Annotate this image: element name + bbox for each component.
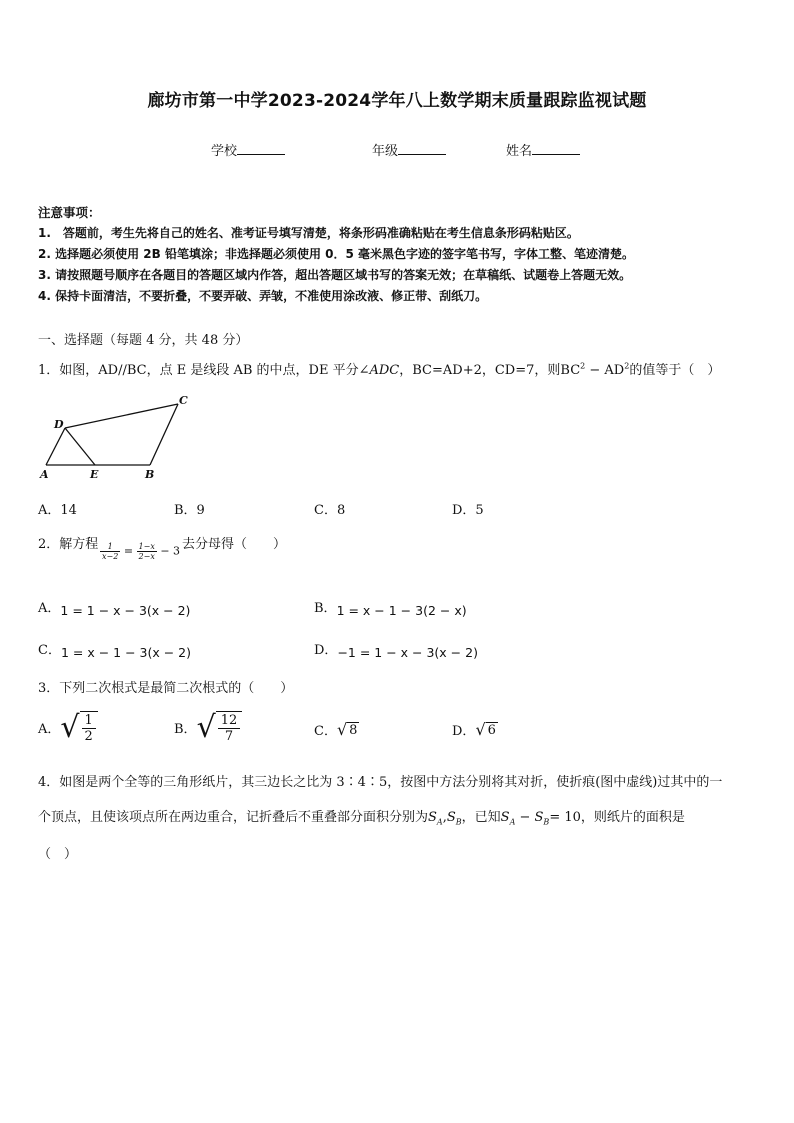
q3-option-b[interactable] <box>174 710 242 745</box>
question-3: 3．下列二次根式是最简二次根式的（ ） <box>38 681 294 696</box>
q1-option-b[interactable]: B．9 <box>174 503 205 518</box>
q2-frac1-num: 1 <box>100 542 120 552</box>
q4-sb-sub: B <box>455 817 462 827</box>
sqrt-icon: √ $\frac{1}{2}$ <box>60 710 97 745</box>
grade-field <box>372 140 446 159</box>
q2-option-c[interactable] <box>38 639 191 658</box>
segment-de <box>65 428 95 465</box>
segment-dc <box>65 404 178 428</box>
q3-option-b-label: B． <box>174 722 197 737</box>
q2-equation <box>100 542 180 561</box>
q2-option-d-expr: −1 = 1 − x − 3(x − 2) <box>337 645 478 660</box>
q2-frac1-den: x−2 <box>102 552 119 561</box>
question-4-line-3: （ ） <box>38 847 78 862</box>
label-b: B <box>145 468 155 481</box>
q2-option-b-expr: 1 = x − 1 − 3(2 − x) <box>336 603 467 618</box>
name-field <box>506 140 580 159</box>
q4-cond-sb-sub: B <box>543 817 550 827</box>
name-label: 姓名 <box>506 144 533 159</box>
sqrt-icon: √ 6 <box>475 720 496 739</box>
q4-line2-b: ，已知 <box>461 810 501 825</box>
q3-d-radicand: 6 <box>487 722 496 738</box>
school-label: 学校 <box>211 144 238 159</box>
q3-option-a[interactable] <box>38 710 98 745</box>
q1-option-d[interactable]: D．5 <box>452 503 484 518</box>
q4-cond-minus: − <box>515 810 535 825</box>
q3-option-a-label: A． <box>38 722 61 737</box>
question-4-line-2 <box>38 806 685 827</box>
q2-option-b[interactable] <box>314 597 467 616</box>
q1-option-c[interactable]: C．8 <box>314 503 346 518</box>
q1-bc: BC <box>560 363 581 378</box>
q2-option-d[interactable] <box>314 639 478 658</box>
sqrt-icon: √ 8 <box>336 720 358 739</box>
note-item-3: 3. 请按照题号顺序在各题目的答题区域内作答，超出答题区域书写的答案无效；在草稿纸、试题卷上答题无效。 <box>38 268 632 282</box>
q2-frac-2 <box>137 542 157 561</box>
question-1 <box>38 359 720 378</box>
label-c: C <box>179 394 188 407</box>
q4-line2-c: ，则纸片的面积是 <box>580 810 685 825</box>
q2-option-c-expr: 1 = x − 1 − 3(x − 2) <box>60 645 191 660</box>
q4-line2-a: 个顶点，且使该项点所在两边重合，记折叠后不重叠部分面积分别为 <box>38 810 429 825</box>
q4-comma: , <box>442 810 447 825</box>
q3-option-c[interactable] <box>314 720 359 739</box>
q2-frac2-den: 2−x <box>138 552 155 561</box>
grade-blank <box>398 142 446 155</box>
q3-a-num: 1 <box>82 713 96 729</box>
q2-option-c-label: C． <box>38 643 61 658</box>
q2-option-d-label: D． <box>314 643 338 658</box>
q4-cond-sa-sub: A <box>509 817 516 827</box>
q2-eq: = <box>123 544 134 558</box>
q3-b-den: 7 <box>224 729 234 744</box>
question-2 <box>38 533 98 552</box>
q2-option-a-expr: 1 = 1 − x − 3(x − 2) <box>60 603 191 618</box>
q1-text-c: 的值等于（ ） <box>629 363 721 378</box>
q4-cond-sa: S <box>500 810 510 825</box>
segment-ad <box>46 428 65 465</box>
note-item-4: 4. 保持卡面清洁，不要折叠，不要弄破、弄皱，不准使用涂改液、修正带、刮纸刀。 <box>38 289 488 303</box>
q2-option-a-label: A． <box>38 601 61 616</box>
q2-text-a: 2．解方程 <box>38 537 99 552</box>
q4-cond-value: = 10 <box>549 810 581 825</box>
q1-text-a: 1．如图，AD//BC，点 E 是线段 AB 的中点，DE 平分 <box>38 363 359 378</box>
segment-cb <box>150 404 178 465</box>
q2-option-b-label: B． <box>314 601 337 616</box>
q3-b-num: 12 <box>218 713 241 729</box>
notes-heading: 注意事项： <box>38 205 101 220</box>
note-item-2: 2. 选择题必须使用 2B 铅笔填涂；非选择题必须使用 0．5 毫米黑色字迹的签字笔书写，字体工整、笔迹清楚。 <box>38 247 634 261</box>
sqrt-icon: √ $\frac{12}{7}$ <box>197 710 243 745</box>
page-title: 廊坊市第一中学2023-2024学年八上数学期末质量跟踪监视试题 <box>147 91 647 111</box>
q1-ad: − AD <box>585 363 625 378</box>
q3-option-d-label: D． <box>452 724 476 739</box>
q3-option-d[interactable] <box>452 720 498 739</box>
q1-angle: ∠ADC <box>358 363 400 378</box>
label-e: E <box>90 468 99 481</box>
question-4-line-1: 4．如图是两个全等的三角形纸片，其三边长之比为 3∶4∶5，按图中方法分别将其对折，使折痕(图中虚线)过其中的一 <box>38 775 723 790</box>
label-d: D <box>54 418 64 431</box>
q1-figure <box>36 392 196 482</box>
section-heading: 一、选择题（每题 4 分，共 48 分） <box>38 333 249 348</box>
q4-sa: S <box>428 810 437 825</box>
q4-sb: S <box>446 810 456 825</box>
q1-sq-1: 2 <box>580 361 586 371</box>
label-a: A <box>40 468 49 481</box>
q3-a-den: 2 <box>84 729 93 744</box>
q3-c-radicand: 8 <box>349 722 358 738</box>
q2-option-a[interactable] <box>38 597 190 616</box>
q3-option-c-label: C． <box>314 724 337 739</box>
grade-label: 年级 <box>372 144 399 159</box>
q2-text-b: 去分母得（ ） <box>182 537 287 552</box>
q4-sa-sub: A <box>436 817 443 827</box>
q2-frac2-num: 1−x <box>138 542 155 551</box>
note-item-1: 1. 答题前，考生先将自己的姓名、准考证号填写清楚，将条形码准确粘贴在考生信息条形码粘贴区。 <box>38 226 579 240</box>
q2-frac-1 <box>100 542 120 561</box>
q2-minus3: − 3 <box>160 544 181 558</box>
q1-sq-2: 2 <box>624 361 630 371</box>
q1-text-b: ，BC=AD+2，CD=7，则 <box>399 363 561 378</box>
q1-option-a[interactable]: A．14 <box>38 503 77 518</box>
school-blank <box>237 142 285 155</box>
school-field <box>211 140 285 159</box>
name-blank <box>532 142 580 155</box>
q4-cond-sb: S <box>534 810 544 825</box>
